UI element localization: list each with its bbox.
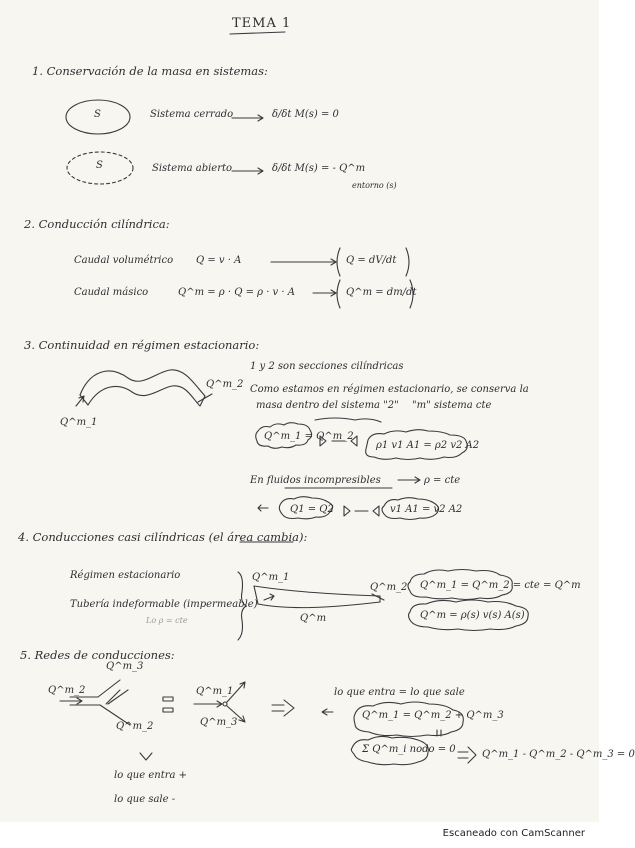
- page-title: TEMA 1: [232, 16, 292, 31]
- condition-rigid-pipe: Tubería indeformable (impermeable): [70, 599, 258, 610]
- mass-flow-label: Caudal másico: [74, 287, 149, 298]
- section-2-heading: 2. Conducción cilíndrica:: [24, 217, 170, 231]
- node-label-in: Q^m_1: [196, 686, 234, 697]
- scanner-watermark: Escaneado con CamScanner: [442, 828, 585, 839]
- open-system-label: S: [96, 160, 103, 171]
- section-5-heading: 5. Redes de conducciones:: [20, 648, 175, 662]
- incompressible-equation-1: Q1 = Q2: [290, 504, 334, 515]
- section-3-heading: 3. Continuidad en régimen estacionario:: [24, 338, 260, 352]
- mass-flow-result: Q^m = dm/dt: [346, 287, 417, 298]
- open-system-subscript: entorno (s): [352, 181, 397, 190]
- closed-system-text: Sistema cerrado: [150, 109, 234, 120]
- sign-convention-in: lo que entra +: [114, 770, 188, 781]
- bullet-steady-state-2: masa dentro del sistema "2": [256, 400, 399, 411]
- rule-in-equals-out: lo que entra = lo que sale: [334, 687, 465, 698]
- condition-steady: Régimen estacionario: [70, 570, 181, 581]
- incompressible-equation-2: v1 A1 = v2 A2: [390, 504, 463, 515]
- section-1-heading: 1. Conservación de la masa en sistemas:: [32, 64, 268, 78]
- flow-in-label: Q^m_1: [60, 417, 98, 428]
- mass-flow-equation: Q^m = ρ · Q = ρ · v · A: [178, 287, 295, 298]
- node-label-out: Q^m_3: [200, 717, 238, 728]
- pipe-equation-2: Q^m = ρ(s) v(s) A(s): [420, 610, 525, 621]
- scan-footer: [0, 822, 599, 848]
- bullet-incompressible: En fluidos incompresibles: [250, 475, 381, 486]
- flow-out-label: Q^m_2: [206, 379, 244, 390]
- bullet-steady-state-3: "m" sistema cte: [412, 400, 492, 411]
- condition-density: Lo ρ = cte: [146, 616, 188, 625]
- network-label-top: Q^m_3: [106, 661, 144, 672]
- open-system-text: Sistema abierto: [152, 163, 233, 174]
- incompressible-density: ρ = cte: [424, 475, 461, 486]
- closed-system-equation: δ/δt M(s) = 0: [272, 109, 339, 120]
- node-equation-2: Σ Q^m_i nodo = 0: [362, 744, 456, 755]
- pipe-flow-out-label: Q^m_2: [370, 582, 408, 593]
- volumetric-flow-label: Caudal volumétrico: [74, 255, 174, 266]
- closed-system-label: S: [94, 109, 101, 120]
- open-system-equation: δ/δt M(s) = - Q^m: [272, 163, 366, 174]
- pipe-equation-1: Q^m_1 = Q^m_2 = cte = Q^m: [420, 580, 581, 591]
- continuity-equation-1: Q^m_1 = Q^m_2: [264, 431, 354, 442]
- volumetric-flow-equation: Q = v · A: [196, 255, 242, 266]
- bullet-steady-state: Como estamos en régimen estacionario, se conserva la: [250, 384, 529, 395]
- bullet-sections: 1 y 2 son secciones cilíndricas: [250, 361, 404, 372]
- sign-convention-out: lo que sale -: [114, 794, 176, 805]
- network-label-in: Q^m_2: [48, 685, 86, 696]
- network-label-bottom: Q^m_2: [116, 721, 154, 732]
- pipe-flow-label: Q^m: [300, 613, 327, 624]
- node-equation-1: Q^m_1 = Q^m_2 + Q^m_3: [362, 710, 504, 721]
- section-4-heading: 4. Conducciones casi cilíndricas (el área cambia):: [18, 530, 308, 544]
- pipe-flow-in-label: Q^m_1: [252, 572, 290, 583]
- continuity-equation-2: ρ1 v1 A1 = ρ2 v2 A2: [376, 440, 480, 451]
- node-equation-3: Q^m_1 - Q^m_2 - Q^m_3 = 0: [482, 749, 635, 760]
- volumetric-flow-result: Q = dV/dt: [346, 255, 397, 266]
